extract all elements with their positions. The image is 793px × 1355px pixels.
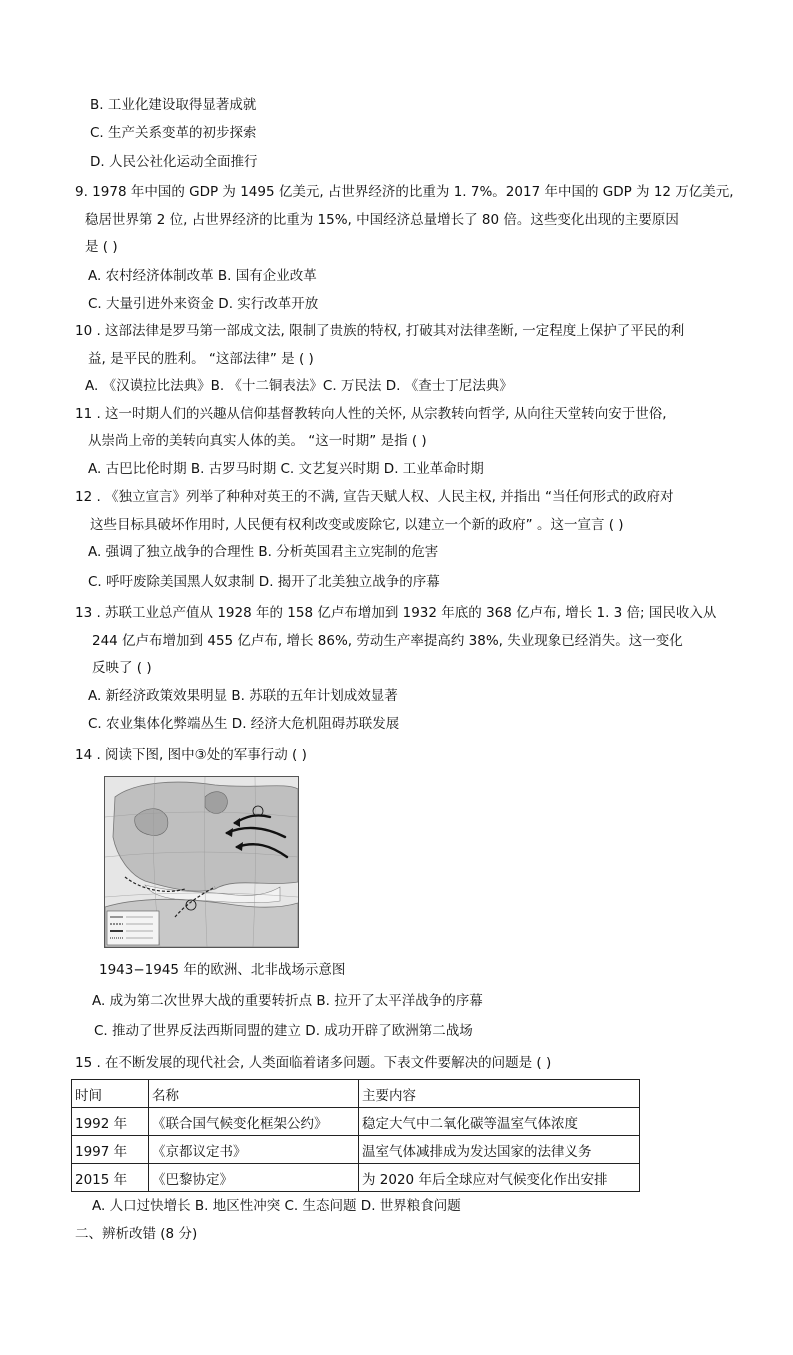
europe-north-africa-war-map [104,776,299,948]
q8-option-b: B. 工业化建设取得显著成就 [90,97,257,113]
map-caption: 1943−1945 年的欧洲、北非战场示意图 [99,962,346,978]
table-cell-name: 《京都议定书》 [149,1136,359,1164]
q11-stem-line1: 11 . 这一时期人们的兴趣从信仰基督教转向人性的关怀, 从宗教转向哲学, 从向往天堂转向安于世俗, [75,406,667,422]
q11-options: A. 古巴比伦时期 B. 古罗马时期 C. 文艺复兴时期 D. 工业革命时期 [88,461,484,477]
war-map-image [105,777,298,947]
table-cell-content: 为 2020 年后全球应对气候变化作出安排 [359,1164,640,1192]
table-cell-time: 1992 年 [72,1108,149,1136]
q12-stem-line2: 这些目标具破坏作用时, 人民便有权利改变或废除它, 以建立一个新的政府” 。这一宣言 ( ) [90,517,624,533]
q12-options-cd: C. 呼吁废除美国黑人奴隶制 D. 揭开了北美独立战争的序幕 [88,574,440,590]
q14-options-ab: A. 成为第二次世界大战的重要转折点 B. 拉开了太平洋战争的序幕 [92,993,483,1009]
q13-options-cd: C. 农业集体化弊端丛生 D. 经济大危机阻碍苏联发展 [88,716,400,732]
q13-options-ab: A. 新经济政策效果明显 B. 苏联的五年计划成效显著 [88,688,398,704]
q8-option-c: C. 生产关系变革的初步探索 [90,125,257,141]
table-cell-name: 《巴黎协定》 [149,1164,359,1192]
q15-options: A. 人口过快增长 B. 地区性冲突 C. 生态问题 D. 世界粮食问题 [92,1198,461,1214]
table-cell-content: 稳定大气中二氧化碳等温室气体浓度 [359,1108,640,1136]
q10-stem-line2: 益, 是平民的胜利。 “这部法律” 是 ( ) [88,351,314,367]
q13-stem-line1: 13 . 苏联工业总产值从 1928 年的 158 亿卢布增加到 1932 年底的 368 亿卢布, 增长 1. 3 倍; 国民收入从 [75,605,717,621]
q8-option-d: D. 人民公社化运动全面推行 [90,154,258,170]
q14-options-cd: C. 推动了世界反法西斯同盟的建立 D. 成功开辟了欧洲第二战场 [94,1023,473,1039]
table-header-time: 时间 [72,1080,149,1108]
q9-stem-line3: 是 ( ) [85,239,118,255]
table-header-row [72,1080,640,1108]
table-cell-time: 2015 年 [72,1164,149,1192]
q9-stem-line1: 9. 1978 年中国的 GDP 为 1495 亿美元, 占世界经济的比重为 1. 7%。2017 年中国的 GDP 为 12 万亿美元, [75,184,734,200]
q10-stem-line1: 10 . 这部法律是罗马第一部成文法, 限制了贵族的特权, 打破其对法律垄断, 一定程度上保护了平民的利 [75,323,685,339]
q12-options-ab: A. 强调了独立战争的合理性 B. 分析英国君主立宪制的危害 [88,544,439,560]
table-header-content: 主要内容 [359,1080,640,1108]
q11-stem-line2: 从崇尚上帝的美转向真实人体的美。 “这一时期” 是指 ( ) [88,433,427,449]
table-row [72,1164,640,1192]
section2-heading: 二、辨析改错 (8 分) [75,1226,198,1242]
q13-stem-line2: 244 亿卢布增加到 455 亿卢布, 增长 86%, 劳动生产率提高约 38%, 失业现象已经消失。这一变化 [92,633,683,649]
q9-stem-line2: 稳居世界第 2 位, 占世界经济的比重为 15%, 中国经济总量增长了 80 倍。这些变化出现的主要原因 [85,212,679,228]
q15-stem: 15 . 在不断发展的现代社会, 人类面临着诸多问题。下表文件要解决的问题是 ( ) [75,1055,552,1071]
table-row [72,1136,640,1164]
climate-documents-table [71,1079,640,1192]
table-cell-name: 《联合国气候变化框架公约》 [149,1108,359,1136]
table-cell-time: 1997 年 [72,1136,149,1164]
q12-stem-line1: 12 . 《独立宣言》列举了种种对英王的不满, 宣告天赋人权、人民主权, 并指出 “当任何形式的政府对 [75,489,674,505]
table-header-name: 名称 [149,1080,359,1108]
table-row [72,1108,640,1136]
q14-stem: 14 . 阅读下图, 图中③处的军事行动 ( ) [75,747,307,763]
q10-options: A. 《汉谟拉比法典》B. 《十二铜表法》C. 万民法 D. 《查士丁尼法典》 [85,378,513,394]
q13-stem-line3: 反映了 ( ) [92,660,152,676]
q9-options-cd: C. 大量引进外来资金 D. 实行改革开放 [88,296,319,312]
q9-options-ab: A. 农村经济体制改革 B. 国有企业改革 [88,268,317,284]
table-cell-content: 温室气体减排成为发达国家的法律义务 [359,1136,640,1164]
